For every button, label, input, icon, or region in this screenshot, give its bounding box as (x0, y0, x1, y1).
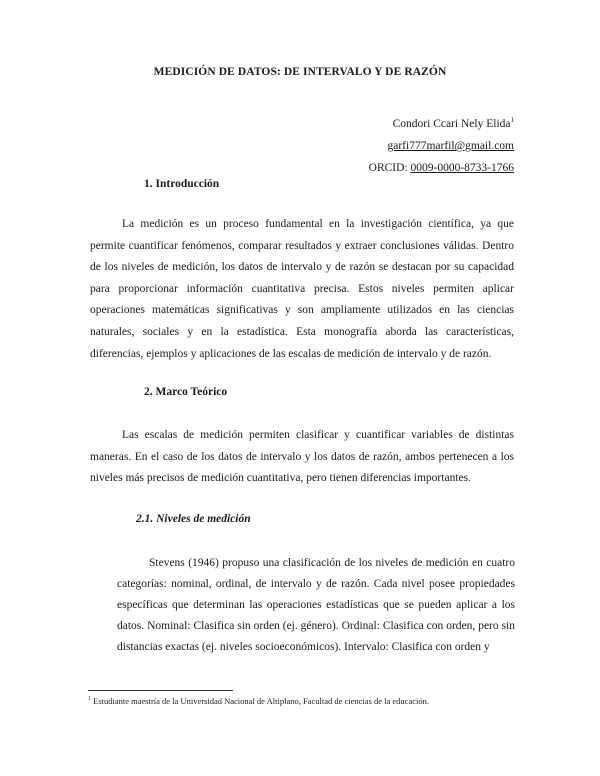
footnote-divider (88, 690, 233, 691)
author-name-line (369, 113, 514, 135)
orcid-label: ORCID: (368, 162, 411, 174)
section-heading-marco-teorico: 2. Marco Teórico (144, 386, 228, 398)
footnote-marker: 1 (88, 696, 91, 703)
footnote (88, 696, 429, 706)
orcid-link[interactable]: 0009-0000-8733-1766 (410, 162, 514, 174)
document-title: MEDICIÓN DE DATOS: DE INTERVALO Y DE RAZÓN (153, 66, 447, 78)
footnote-text: Estudiante maestría de la Universidad Nacional de Altiplano, Facultad de ciencias de la educación. (91, 696, 429, 706)
author-block (369, 113, 514, 179)
paragraph-introduccion: La medición es un proceso fundamental en la investigación científica, ya que permite cuantificar fenómenos, comparar resultados y extraer conclusiones válidas. Dentro de los niveles de medición, los datos de intervalo y de razón se destacan por su capacidad para proporcionar información cuantitativa precisa. Estos niveles permiten aplicar operaciones matemáticas significativas y son ampliamente utilizados en las ciencias naturales, sociales y en la estadística. Esta monografía aborda las características, diferencias, ejemplos y aplicaciones de las escalas de medición de intervalo y de razón. (90, 218, 514, 360)
paragraph-marco-teorico: Las escalas de medición permiten clasificar y cuantificar variables de distintas maneras. En el caso de los datos de intervalo y los datos de razón, ambos pertenecen a los niveles más precisos de medición cuantitativa, pero tienen diferencias importantes. (90, 429, 514, 485)
author-email-link[interactable]: garfi777marfil@gmail.com (387, 140, 514, 152)
author-email-line (369, 135, 514, 157)
author-name: Condori Ccari Nely Elida (392, 118, 511, 130)
author-orcid-line (369, 157, 514, 179)
author-footnote-marker: 1 (510, 116, 514, 125)
paragraph-niveles: Stevens (1946) propuso una clasificación de los niveles de medición en cuatro categorías: nominal, ordinal, de intervalo y de razón. Cada nivel posee propiedades específicas que determinan las operaciones estadísticas que se pueden aplicar a los datos. Nominal: Clasifica sin orden (ej. género). Ordinal: Clasifica con orden, pero sin distancias exactas (ej. niveles socioeconómicos). Intervalo: Clasifica con orden y (117, 557, 515, 653)
subsection-heading-niveles: 2.1. Niveles de medición (136, 513, 251, 525)
section-heading-introduccion: 1. Introducción (144, 178, 220, 190)
